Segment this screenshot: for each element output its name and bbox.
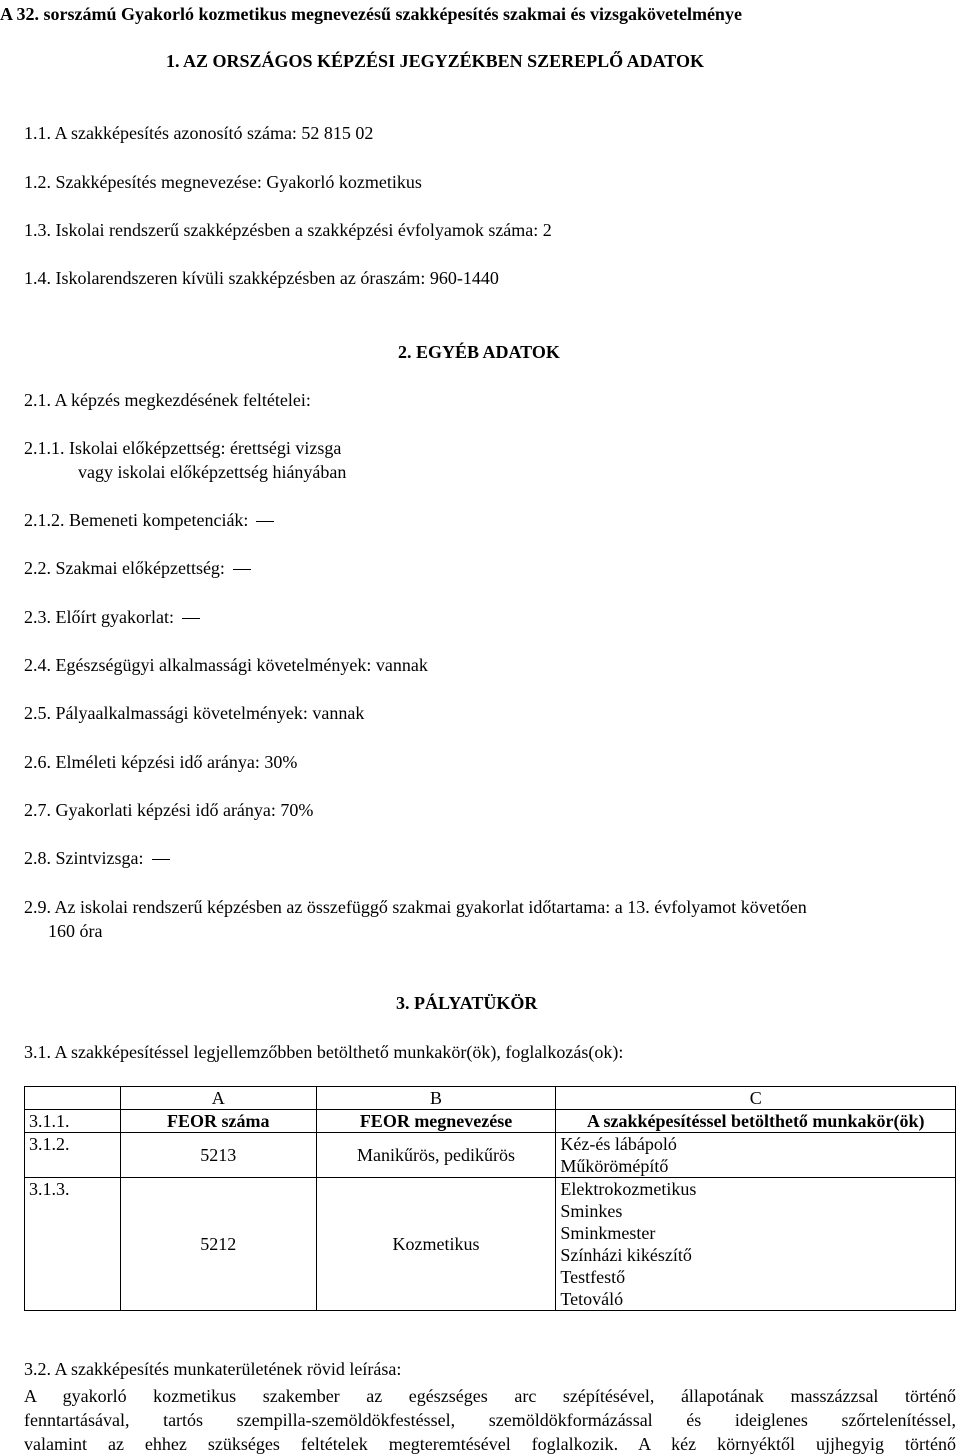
job-item: Tetováló: [560, 1289, 624, 1309]
section-1-title: 1. AZ ORSZÁGOS KÉPZÉSI JEGYZÉKBEN SZEREPLŐ ADATOK: [166, 51, 704, 71]
dash-mark: [248, 510, 274, 530]
item-2-8: [24, 847, 170, 869]
description-line: valamint az ehhez szükséges feltételek megteremtésével foglalkozik. A kéz környéktől ujjhegyig történő: [24, 1434, 956, 1454]
item-3-2: 3.2. A szakképesítés munkaterületének rövid leírása:: [24, 1359, 402, 1379]
col-letter-c: C: [556, 1087, 956, 1110]
item-2-9: 2.9. Az iskolai rendszerű képzésben az összefüggő szakmai gyakorlat időtartama: a 13. évfolyamot követően: [24, 897, 807, 917]
job-item: Sminkmester: [560, 1223, 656, 1243]
header-feor-number: FEOR száma: [120, 1110, 316, 1133]
feor-name: Kozmetikus: [316, 1178, 556, 1311]
item-2-1-1-cont: vagy iskolai előképzettség hiányában: [78, 462, 347, 482]
dash-mark: [174, 607, 200, 627]
job-item: Színházi kikészítő: [560, 1245, 692, 1265]
item-2-3-label: 2.3. Előírt gyakorlat:: [24, 607, 174, 627]
header-feor-name: FEOR megnevezése: [316, 1110, 556, 1133]
item-2-2-label: 2.2. Szakmai előképzettség:: [24, 558, 225, 578]
feor-number: 5212: [120, 1178, 316, 1311]
feor-table: [24, 1086, 956, 1311]
item-2-7: 2.7. Gyakorlati képzési idő aránya: 70%: [24, 800, 314, 820]
section-2-title: 2. EGYÉB ADATOK: [398, 342, 560, 362]
col-letter-b: B: [316, 1087, 556, 1110]
item-2-1-1: 2.1.1. Iskolai előképzettség: érettségi vizsga: [24, 438, 342, 458]
header-jobs: A szakképesítéssel betölthető munkakör(ök): [556, 1110, 956, 1133]
feor-name: Manikűrös, pedikűrös: [316, 1133, 556, 1178]
description-line: fenntartásával, tartós szempilla-szemöldökfestéssel, szemöldökformázással és ideiglenes szőrtelenítéssel,: [24, 1410, 956, 1430]
item-2-9-cont: 160 óra: [48, 921, 103, 941]
item-2-1-2-label: 2.1.2. Bemeneti kompetenciák:: [24, 510, 249, 530]
item-2-8-label: 2.8. Szintvizsga:: [24, 848, 144, 868]
dash-mark: [144, 848, 170, 868]
item-2-3: [24, 606, 200, 628]
item-2-1-2: [24, 509, 274, 531]
dash-mark: [225, 558, 251, 578]
job-item: Kéz-és lábápoló: [560, 1134, 677, 1154]
job-item: Műkörömépítő: [560, 1156, 669, 1176]
col-letter-a: A: [120, 1087, 316, 1110]
job-item: Sminkes: [560, 1201, 623, 1221]
row-number: 3.1.1.: [25, 1110, 121, 1133]
table-cell: [25, 1087, 121, 1110]
item-2-1: 2.1. A képzés megkezdésének feltételei:: [24, 390, 311, 410]
description-line: A gyakorló kozmetikus szakember az egészséges arc szépítésével, állapotának masszázzsal történő: [24, 1386, 956, 1406]
item-3-1: 3.1. A szakképesítéssel legjellemzőbben betölthető munkakör(ök), foglalkozás(ok):: [24, 1042, 624, 1062]
work-description: [24, 1384, 956, 1456]
row-number: 3.1.2.: [25, 1133, 121, 1178]
feor-number: 5213: [120, 1133, 316, 1178]
job-list: [556, 1178, 956, 1311]
table-letter-row: [25, 1087, 956, 1110]
section-3-title: 3. PÁLYATÜKÖR: [396, 993, 538, 1013]
item-2-2: [24, 557, 251, 579]
row-number: 3.1.3.: [25, 1178, 121, 1311]
item-1-1: 1.1. A szakképesítés azonosító száma: 52 815 02: [24, 123, 374, 143]
item-2-4: 2.4. Egészségügyi alkalmassági követelmények: vannak: [24, 655, 428, 675]
job-item: Testfestő: [560, 1267, 626, 1287]
table-header-row: [25, 1110, 956, 1133]
item-2-6: 2.6. Elméleti képzési idő aránya: 30%: [24, 752, 298, 772]
item-1-2: 1.2. Szakképesítés megnevezése: Gyakorló kozmetikus: [24, 172, 422, 192]
table-row: [25, 1133, 956, 1178]
document-header: A 32. sorszámú Gyakorló kozmetikus megnevezésű szakképesítés szakmai és vizsgakövetelménye: [0, 4, 742, 24]
item-1-3: 1.3. Iskolai rendszerű szakképzésben a szakképzési évfolyamok száma: 2: [24, 220, 552, 240]
item-2-5: 2.5. Pályaalkalmassági követelmények: vannak: [24, 703, 365, 723]
job-item: Elektrokozmetikus: [560, 1179, 697, 1199]
job-list: [556, 1133, 956, 1178]
item-1-4: 1.4. Iskolarendszeren kívüli szakképzésben az óraszám: 960-1440: [24, 268, 499, 288]
table-row: [25, 1178, 956, 1311]
